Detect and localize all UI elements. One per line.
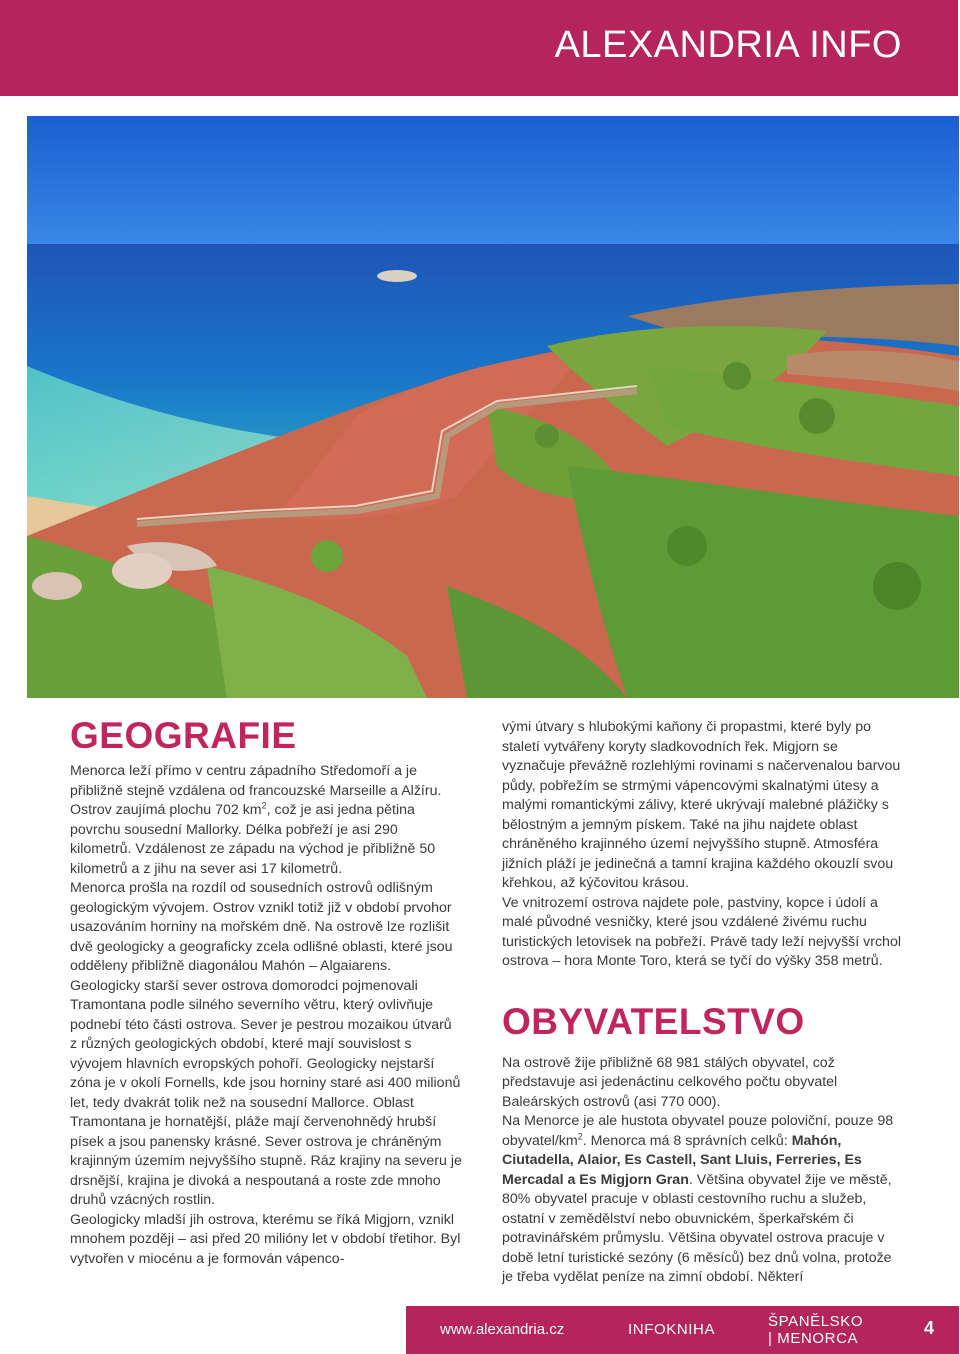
text-span: . Menorca má 8 správních celků: bbox=[582, 1132, 792, 1149]
geografie-paragraph-4: Geologicky mladší jih ostrova, kterému se říká Migjorn, vznikl mnohem později – asi před 20 milióny let v období třetihor. Byl vytvořen v miocénu a je formován vápenco- bbox=[70, 1211, 461, 1267]
geografie-heading: GEOGRAFIE bbox=[70, 715, 297, 756]
right-column bbox=[502, 718, 902, 1288]
superscript: 2 bbox=[577, 1130, 583, 1141]
geografie-paragraph-6: Ve vnitrozemí ostrova najdete pole, pastviny, kopce i údolí a malé původné vesničky, které jsou vzdálené živému ruchu turistických letovisek na pobřeží. Právě tady leží nejvyšší vrchol ostrova – hora Monte Toro, která se tyčí do výšky 358 metrů. bbox=[502, 894, 901, 969]
text-span: . Většina obyvatel žije ve městě, 80% obyvatel pracuje v oblasti cestovního ruchu a služeb, ostatní v zemědělství nebo obuvnickém, šperkařském či potravinářském průmyslu. Většina obyvatel ostrova pracuje v době letní turistické sezóny (6 měsíců) bez dnů volna, protože je třeba vydělat peníze na zimní období. Některí bbox=[502, 1171, 892, 1285]
geografie-paragraph-5: vými útvary s hlubokými kaňony či propastmi, které byly po staletí vytvářeny koryty sladkovodních řek. Migjorn se vyznačuje převážně rozlehlými rovinami s načervenalou barvou půdy, pobřežím se strmými vápencovými skalnatými útesy a malými romantickými zálivy, které ukrývají malebné plážičky s bělostným a jemným pískem. Také na jihu najdete oblast chráněného krajinného území nejvyššího stupně. Atmosféra jižních pláží je jedinečná a tamní krajina každého okouzlí svou křehkou, až kýčovitou krásou. bbox=[502, 719, 901, 891]
obyvatelstvo-paragraph-1: Na ostrově žije přibližně 68 981 stálých obyvatel, což představuje asi jedenáctinu celkového počtu obyvatel Baleárských ostrovů (asi 770 000). bbox=[502, 1054, 838, 1110]
text-span: , což je asi jedna pětina povrchu sousední Mallorky. Délka pobřeží je asi 290 kilometrů. Vzdálenost ze západu na východ je přibližně 50 kilometrů a z jihu na sever asi 17 kilometrů. bbox=[70, 802, 436, 877]
text-span: Menorca leží přímo v centru západního Středomoří a je přibližně stejně vzdálena od francouzské Marseille a Alžíru. Ostrov zaujímá plochu 702 km bbox=[70, 763, 442, 818]
footer-url-link[interactable]: www.alexandria.cz bbox=[440, 1321, 565, 1338]
obyvatelstvo-heading: OBYVATELSTVO bbox=[502, 1000, 805, 1042]
obyvatelstvo-paragraph-2 bbox=[502, 1112, 902, 1288]
header-title: ALEXANDRIA INFO bbox=[554, 24, 902, 66]
bold-text: Mahón, Ciutadella, Alaior, Es Castell, Sant Lluis, Ferreries, Es Mercadal a Es Migjorn Gran bbox=[502, 1132, 862, 1188]
superscript: 2 bbox=[261, 800, 267, 811]
geografie-paragraph-1 bbox=[70, 762, 462, 879]
text-span: Na Menorce je ale hustota obyvatel pouze poloviční, pouze 98 obyvatel/km bbox=[502, 1113, 894, 1149]
footer-bar bbox=[406, 1306, 959, 1354]
geografie-column bbox=[70, 712, 462, 1269]
footer-destination bbox=[768, 1313, 863, 1347]
menorca-coast-photo bbox=[27, 116, 959, 698]
geografie-paragraph-3: Geologicky starší sever ostrova domorodci pojmenovali Tramontana podle silného severního větru, který ovlivňuje podnebí této části ostrova. Sever je pestrou mozaikou útvarů z různých geologických období, které mají souvislost s vývojem hlavních evropských pohoří. Geologicky nejstarší zóna je v okolí Fornells, kde jsou horniny staré asi 400 milionů let, tedy dvakrát tolik než na sousední Mallorce. Oblast Tramontana je hornatější, pláže mají červenohnědý hrubší písek a jsou panensky krásné. Sever ostrova je chráněným krajinným územím nejvyššího stupně. Ráz krajiny na severu je drsnější, krajina je divoká a nespoutaná a roste zde mnoho druhů vzácných rostlin. bbox=[70, 977, 462, 1208]
page-number: 4 bbox=[924, 1318, 935, 1338]
footer-destination-country: ŠPANĚLSKO bbox=[768, 1313, 864, 1330]
footer-book-label: INFOKNIHA bbox=[628, 1321, 716, 1338]
geografie-paragraph-2: Menorca prošla na rozdíl od sousedních ostrovů odlišným geologickým vývojem. Ostrov vznikl totiž již v období prvohor usazováním horniny na mořském dně. Na ostrově lze rozlišit dvě geologicky a geograficky zcela odlišné oblasti, které jsou odděleny přibližně diagonálou Mahón – Algaiarens. bbox=[70, 880, 453, 974]
header-bar bbox=[0, 0, 958, 96]
footer-destination-island: | MENORCA bbox=[768, 1330, 859, 1347]
